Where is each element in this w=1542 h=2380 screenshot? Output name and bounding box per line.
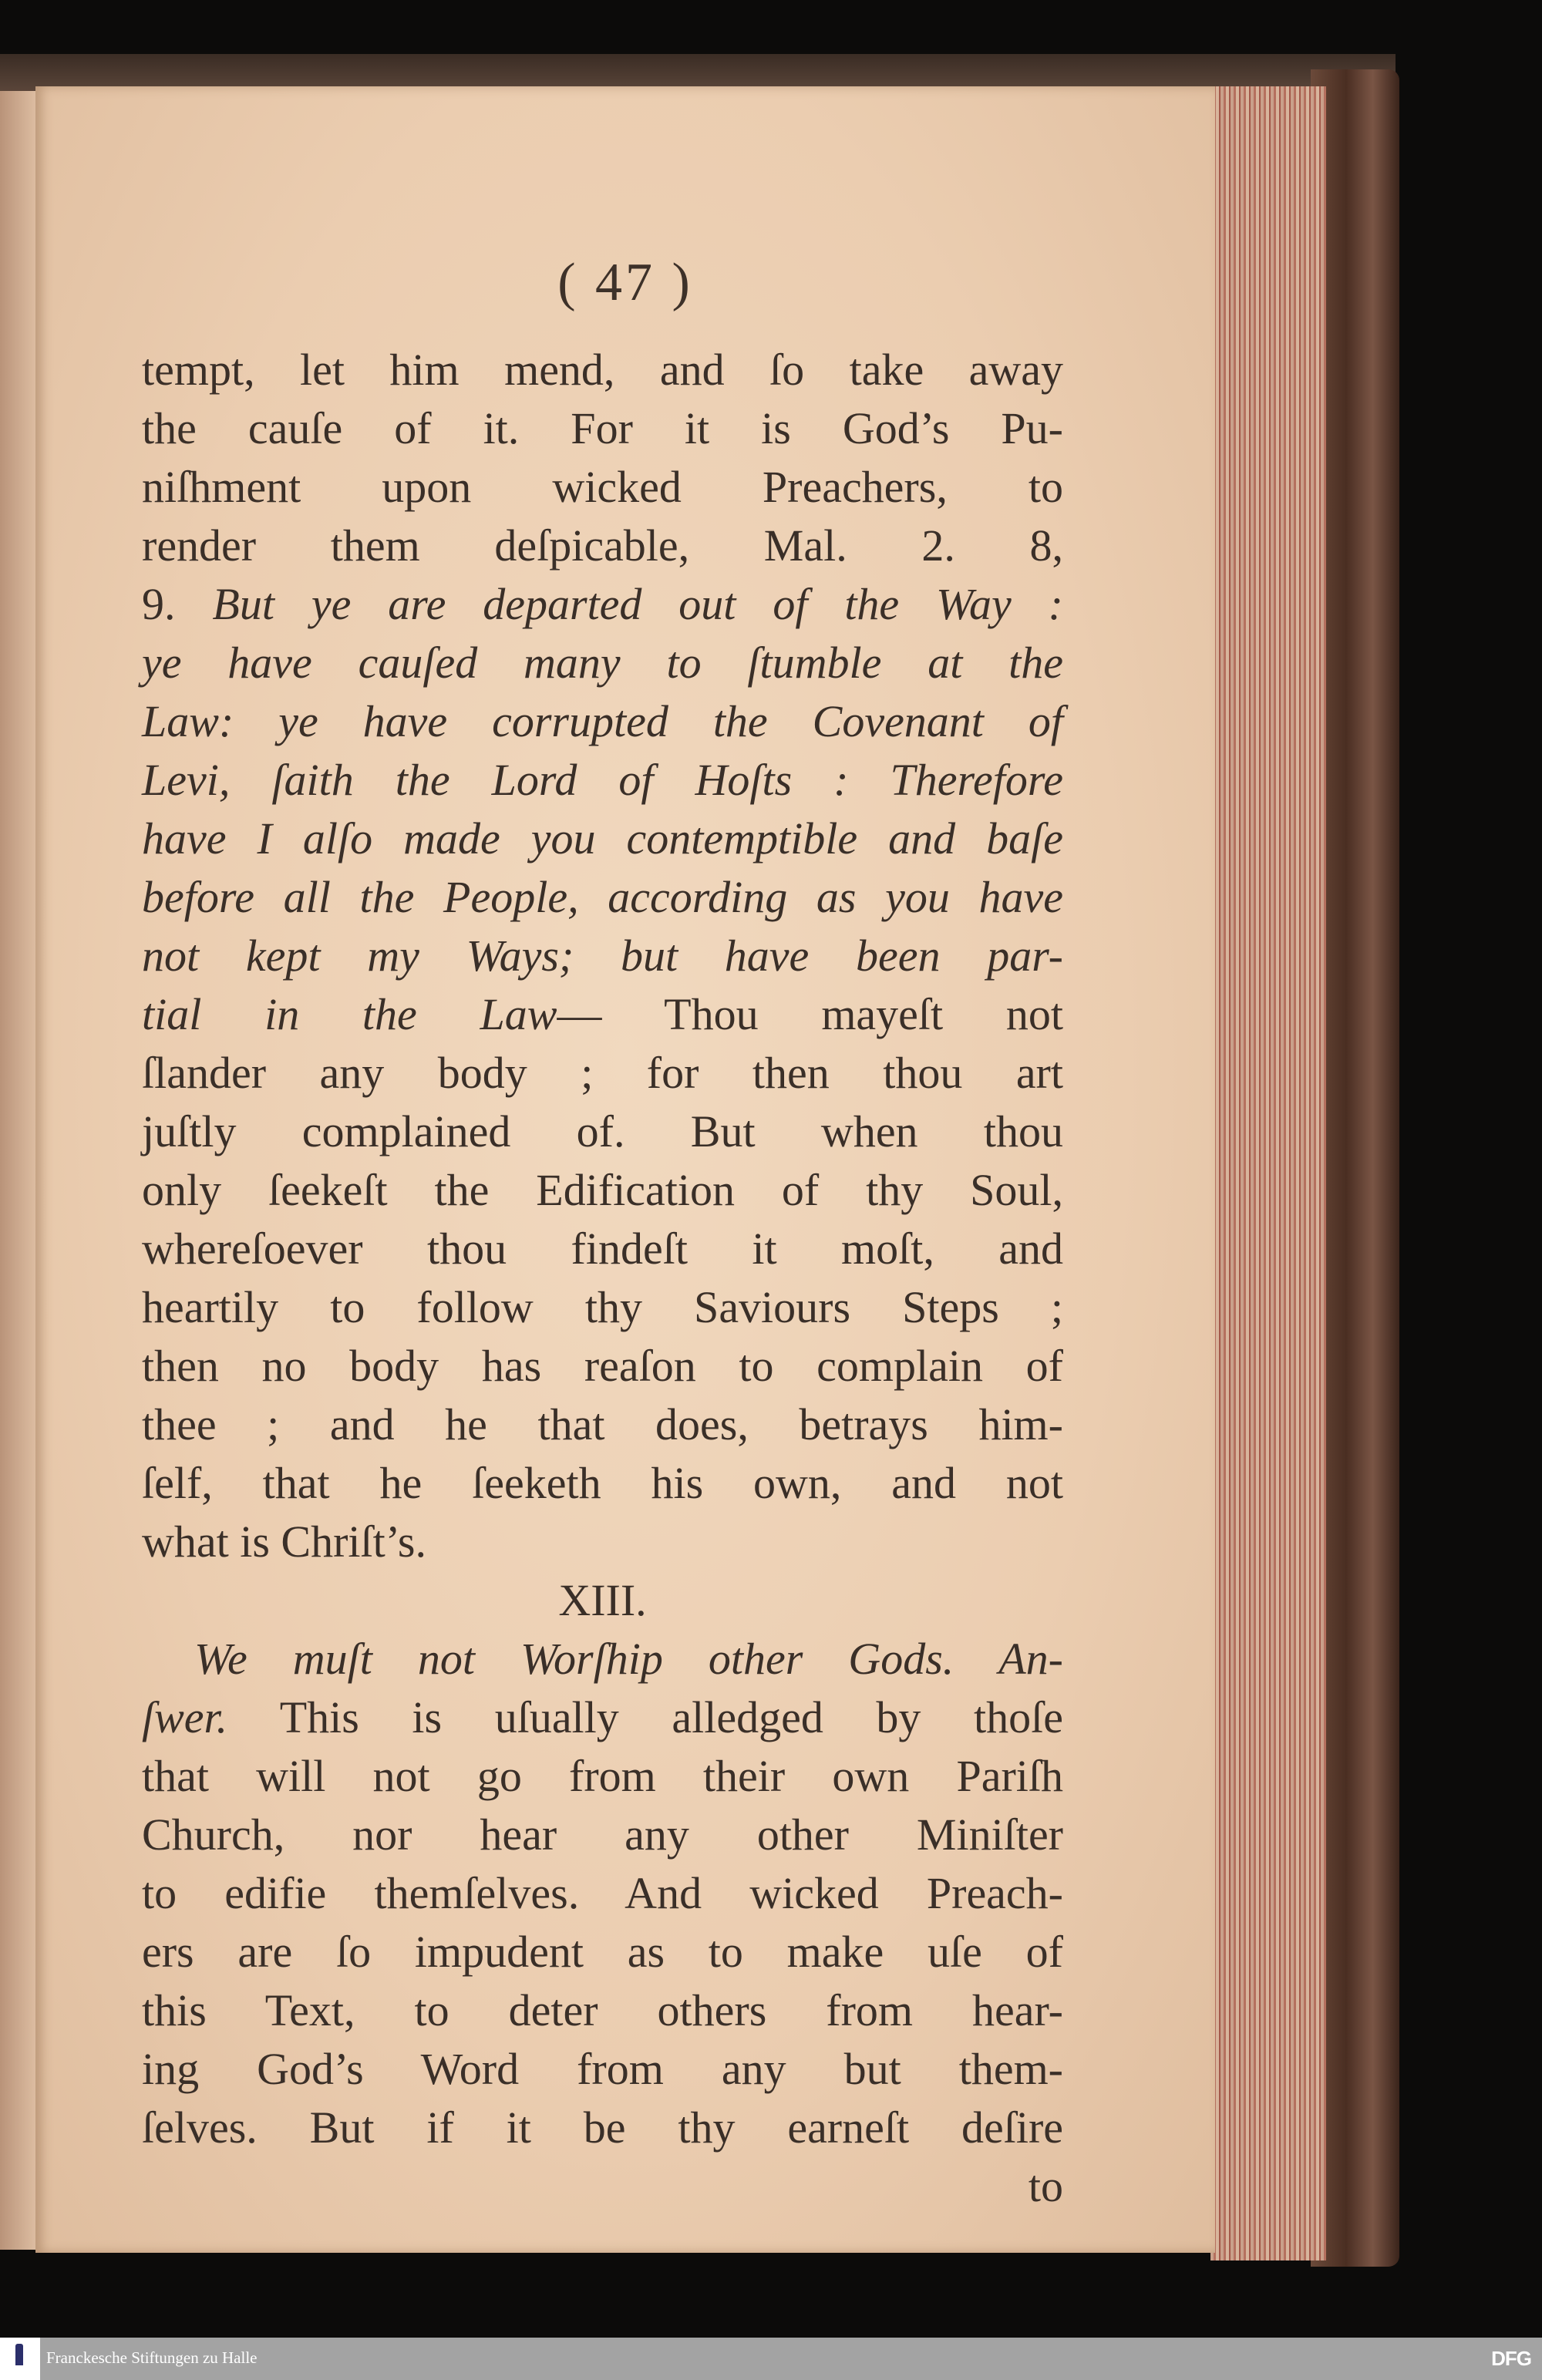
italic-text: Law: ye have corrupted the Covenant of xyxy=(142,696,1063,746)
left-page-edge xyxy=(0,91,40,2250)
text-line xyxy=(142,458,1063,517)
text-line xyxy=(142,634,1063,692)
text-line xyxy=(142,1513,1063,1571)
roman-text: to xyxy=(1028,2161,1063,2211)
italic-text: not kept my Ways; but have been par- xyxy=(142,931,1063,981)
text-line xyxy=(142,517,1063,575)
roman-text: 9. xyxy=(142,579,213,629)
text-line xyxy=(142,1102,1063,1161)
roman-text: that will not go from their own Pariſh xyxy=(142,1751,1063,1801)
text-line xyxy=(142,985,1063,1044)
italic-text: tial in the Law xyxy=(142,989,557,1039)
text-line xyxy=(142,1337,1063,1395)
text-line xyxy=(142,1630,1063,1688)
text-line xyxy=(142,1923,1063,1981)
roman-text: whereſoever thou findeſt it moſt, and xyxy=(142,1224,1063,1274)
text-line xyxy=(142,1981,1063,2040)
page-number-header: ( 47 ) xyxy=(557,253,693,312)
italic-text: We muſt not Worſhip other Gods. An- xyxy=(194,1634,1063,1684)
roman-text: Church, nor hear any other Miniſter xyxy=(142,1809,1063,1860)
institution-name: Franckesche Stiftungen zu Halle xyxy=(46,2348,258,2367)
text-line xyxy=(142,1688,1063,1747)
text-line xyxy=(142,399,1063,458)
text-line xyxy=(142,341,1063,399)
roman-text: ers are ſo impudent as to make uſe of xyxy=(142,1927,1063,1977)
dfg-logo: DFG xyxy=(1491,2347,1531,2370)
text-line xyxy=(142,1161,1063,1220)
section-heading xyxy=(142,1571,1063,1630)
italic-text: ſwer. xyxy=(142,1692,228,1742)
text-line xyxy=(142,1806,1063,1864)
roman-text: to edifie themſelves. And wicked Preach- xyxy=(142,1868,1063,1918)
text-line xyxy=(142,868,1063,927)
roman-text: render them deſpicable, Mal. 2. 8, xyxy=(142,520,1063,571)
roman-text: juſtly complained of. But when thou xyxy=(142,1106,1063,1156)
book-page xyxy=(35,86,1215,2253)
text-line xyxy=(142,2099,1063,2157)
roman-text: ing God’s Word from any but them- xyxy=(142,2044,1063,2094)
institution-logo xyxy=(0,2338,40,2380)
roman-text: the cauſe of it. For it is God’s Pu- xyxy=(142,403,1063,453)
italic-text: have I alſo made you contemptible and baſe xyxy=(142,813,1063,863)
text-line xyxy=(142,1747,1063,1806)
text-line xyxy=(142,2040,1063,2099)
text-line xyxy=(142,810,1063,868)
footer-bar xyxy=(0,2338,1542,2380)
text-line xyxy=(142,1278,1063,1337)
roman-text: This is uſually alledged by thoſe xyxy=(227,1692,1063,1742)
roman-text: only ſeekeſt the Edification of thy Soul, xyxy=(142,1165,1063,1215)
roman-text: XIII. xyxy=(558,1575,647,1625)
roman-text: what is Chriſt’s. xyxy=(142,1517,426,1567)
roman-text: — Thou mayeſt not xyxy=(557,989,1063,1039)
roman-text: tempt, let him mend, and ſo take away xyxy=(142,345,1063,395)
text-line xyxy=(142,927,1063,985)
roman-text: ſelves. But if it be thy earneſt deſire xyxy=(142,2102,1063,2153)
roman-text: ſelf, that he ſeeketh his own, and not xyxy=(142,1458,1063,1508)
text-line xyxy=(142,1864,1063,1923)
text-line xyxy=(142,575,1063,634)
roman-text: niſhment upon wicked Preachers, to xyxy=(142,462,1063,512)
italic-text: But ye are departed out of the Way : xyxy=(212,579,1063,629)
text-line xyxy=(142,1395,1063,1454)
roman-text: this Text, to deter others from hear- xyxy=(142,1985,1063,2035)
italic-text: before all the People, according as you have xyxy=(142,872,1063,922)
text-line xyxy=(142,1044,1063,1102)
text-line xyxy=(142,692,1063,751)
roman-text: heartily to follow thy Saviours Steps ; xyxy=(142,1282,1063,1332)
text-line xyxy=(142,751,1063,810)
italic-text: ye have cauſed many to ſtumble at the xyxy=(142,638,1063,688)
catchword xyxy=(142,2157,1063,2216)
roman-text: ſlander any body ; for then thou art xyxy=(142,1048,1063,1098)
italic-text: Levi, ſaith the Lord of Hoſts : Therefore xyxy=(142,755,1063,805)
text-line xyxy=(142,1454,1063,1513)
page-edges xyxy=(1210,86,1326,2260)
text-line xyxy=(142,1220,1063,1278)
roman-text: thee ; and he that does, betrays him- xyxy=(142,1399,1063,1449)
roman-text: then no body has reaſon to complain of xyxy=(142,1341,1063,1391)
page-text xyxy=(142,341,1063,2216)
